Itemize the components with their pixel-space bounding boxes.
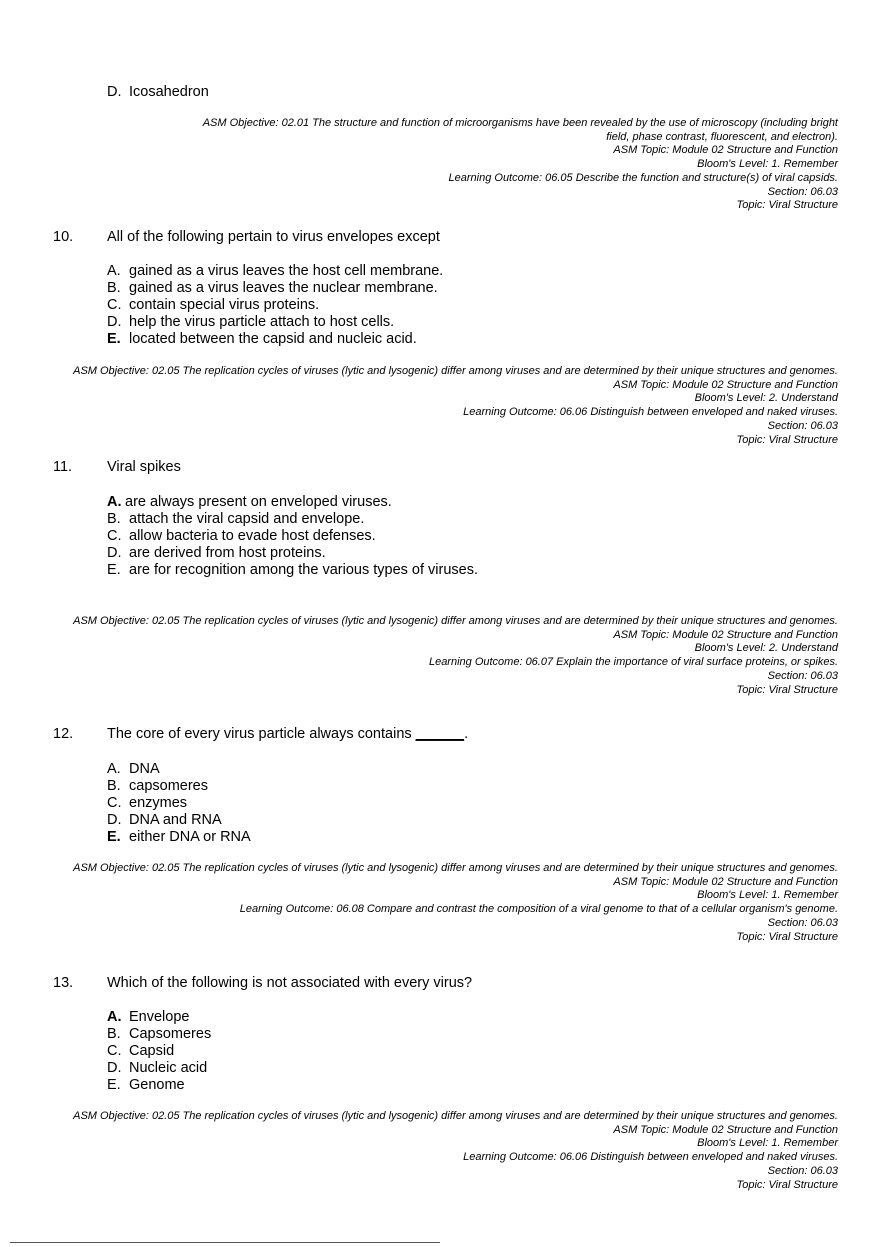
option-letter: E. [107, 331, 121, 347]
asm-objective: ASM Objective: 02.05 The replication cycles of viruses (lytic and lysogenic) differ among viruses and are determined by their unique structures and genomes. [73, 862, 838, 874]
option-letter: E. [107, 829, 121, 845]
topic: Topic: Viral Structure [736, 930, 838, 943]
option-c [107, 795, 187, 812]
option-a-correct [107, 494, 392, 511]
option-letter: A. [107, 761, 121, 777]
question-stem: Which of the following is not associated with every virus? [107, 975, 473, 991]
asm-objective: ASM Objective: 02.01 The structure and function of microorganisms have been revealed by the use of microscopy (including bright field, phase contrast, fluorescent, and electron). [202, 117, 838, 143]
asm-topic: ASM Topic: Module 02 Structure and Function [613, 378, 838, 391]
topic: Topic: Viral Structure [736, 1178, 838, 1191]
option-d [107, 1060, 207, 1077]
section: Section: 06.03 [767, 916, 838, 929]
option-e [107, 562, 478, 579]
option-text: either DNA or RNA [129, 829, 251, 845]
option-letter: B. [107, 511, 121, 527]
question-metadata [58, 117, 838, 213]
option-letter: D. [107, 812, 122, 828]
learning-outcome: Learning Outcome: 06.06 Distinguish between enveloped and naked viruses. [463, 406, 838, 419]
option-b [107, 1026, 211, 1043]
option-text: are for recognition among the various types of viruses. [129, 562, 478, 578]
option-text: enzymes [129, 795, 188, 811]
blooms-level: Bloom's Level: 1. Remember [697, 158, 838, 171]
option-text: gained as a virus leaves the host cell membrane. [129, 263, 444, 279]
option-b [107, 778, 208, 795]
question-stem [107, 726, 468, 743]
option-text: gained as a virus leaves the nuclear membrane. [129, 280, 438, 296]
footer-divider [10, 1242, 440, 1243]
option-text: capsomeres [129, 778, 208, 794]
option-b [107, 280, 438, 297]
option-d [107, 812, 222, 829]
question-metadata [58, 615, 838, 697]
blooms-level: Bloom's Level: 1. Remember [697, 889, 838, 902]
section: Section: 06.03 [767, 669, 838, 682]
option-text: DNA and RNA [129, 812, 222, 828]
option-letter: D. [107, 545, 122, 561]
option-text: DNA [129, 761, 160, 777]
question-stem: Viral spikes [107, 459, 181, 475]
answer-blank: ______ [415, 726, 465, 742]
asm-objective: ASM Objective: 02.05 The replication cycles of viruses (lytic and lysogenic) differ among viruses and are determined by their unique structures and genomes. [73, 1110, 838, 1122]
option-text: help the virus particle attach to host cells. [129, 314, 395, 330]
option-text: located between the capsid and nucleic acid. [129, 331, 417, 347]
option-b [107, 511, 364, 528]
option-text: attach the viral capsid and envelope. [129, 511, 365, 527]
question-stem-end: . [464, 726, 469, 742]
question-number: 13. [53, 975, 74, 991]
asm-topic: ASM Topic: Module 02 Structure and Function [613, 628, 838, 641]
option-c [107, 1043, 174, 1060]
question-stem: All of the following pertain to virus envelopes except [107, 229, 440, 245]
learning-outcome: Learning Outcome: 06.05 Describe the function and structure(s) of viral capsids. [448, 171, 838, 184]
section: Section: 06.03 [767, 419, 838, 432]
option-letter: B. [107, 778, 121, 794]
option-text: are derived from host proteins. [129, 545, 326, 561]
option-letter: A. [107, 263, 121, 279]
option-d [107, 545, 326, 562]
option-c [107, 297, 319, 314]
blooms-level: Bloom's Level: 2. Understand [694, 642, 838, 655]
question-stem-text: The core of every virus particle always contains [107, 726, 412, 742]
blooms-level: Bloom's Level: 1. Remember [697, 1137, 838, 1150]
topic: Topic: Viral Structure [736, 683, 838, 696]
option-letter: D. [107, 84, 122, 100]
option-d [107, 314, 394, 331]
question-number: 11. [53, 459, 73, 475]
option-letter: A. [107, 494, 122, 510]
option-text: Capsomeres [129, 1026, 212, 1042]
section: Section: 06.03 [767, 1164, 838, 1177]
blooms-level: Bloom's Level: 2. Understand [694, 392, 838, 405]
option-text: Envelope [129, 1009, 190, 1025]
option-letter: C. [107, 795, 122, 811]
learning-outcome: Learning Outcome: 06.08 Compare and contrast the composition of a viral genome to that of a cellular organism's genome. [239, 903, 838, 916]
asm-topic: ASM Topic: Module 02 Structure and Function [613, 144, 838, 157]
option-letter: E. [107, 1077, 121, 1093]
option-e [107, 1077, 185, 1094]
learning-outcome: Learning Outcome: 06.06 Distinguish between enveloped and naked viruses. [463, 1151, 838, 1164]
asm-objective: ASM Objective: 02.05 The replication cycles of viruses (lytic and lysogenic) differ among viruses and are determined by their unique structures and genomes. [73, 365, 838, 377]
option-letter: B. [107, 280, 121, 296]
option-letter: A. [107, 1009, 122, 1025]
option-letter: B. [107, 1026, 121, 1042]
topic: Topic: Viral Structure [736, 433, 838, 446]
asm-topic: ASM Topic: Module 02 Structure and Function [613, 1123, 838, 1136]
option-text: are always present on enveloped viruses. [125, 494, 392, 510]
option-letter: D. [107, 1060, 122, 1076]
option-a [107, 263, 443, 280]
option-e-correct [107, 829, 251, 846]
learning-outcome: Learning Outcome: 06.07 Explain the importance of viral surface proteins, or spikes. [428, 656, 838, 669]
question-metadata [58, 1110, 838, 1192]
option-letter: C. [107, 528, 122, 544]
option-e-correct [107, 331, 417, 348]
option-c [107, 528, 376, 545]
option-letter: C. [107, 297, 122, 313]
option-text: Capsid [129, 1043, 175, 1059]
question-metadata [58, 862, 838, 944]
question-number: 10. [53, 229, 74, 245]
option-letter: C. [107, 1043, 122, 1059]
asm-objective: ASM Objective: 02.05 The replication cycles of viruses (lytic and lysogenic) differ among viruses and are determined by their unique structures and genomes. [73, 615, 838, 627]
topic: Topic: Viral Structure [736, 199, 838, 212]
option-text: allow bacteria to evade host defenses. [129, 528, 376, 544]
option-d [107, 84, 209, 101]
asm-topic: ASM Topic: Module 02 Structure and Function [613, 875, 838, 888]
option-letter: E. [107, 562, 121, 578]
option-text: Nucleic acid [129, 1060, 208, 1076]
option-letter: D. [107, 314, 122, 330]
option-text: contain special virus proteins. [129, 297, 320, 313]
option-text: Icosahedron [129, 84, 209, 100]
option-a [107, 761, 160, 778]
option-text: Genome [129, 1077, 185, 1093]
question-metadata [58, 365, 838, 447]
section: Section: 06.03 [767, 185, 838, 198]
question-number: 12. [53, 726, 74, 742]
option-a-correct [107, 1009, 189, 1026]
